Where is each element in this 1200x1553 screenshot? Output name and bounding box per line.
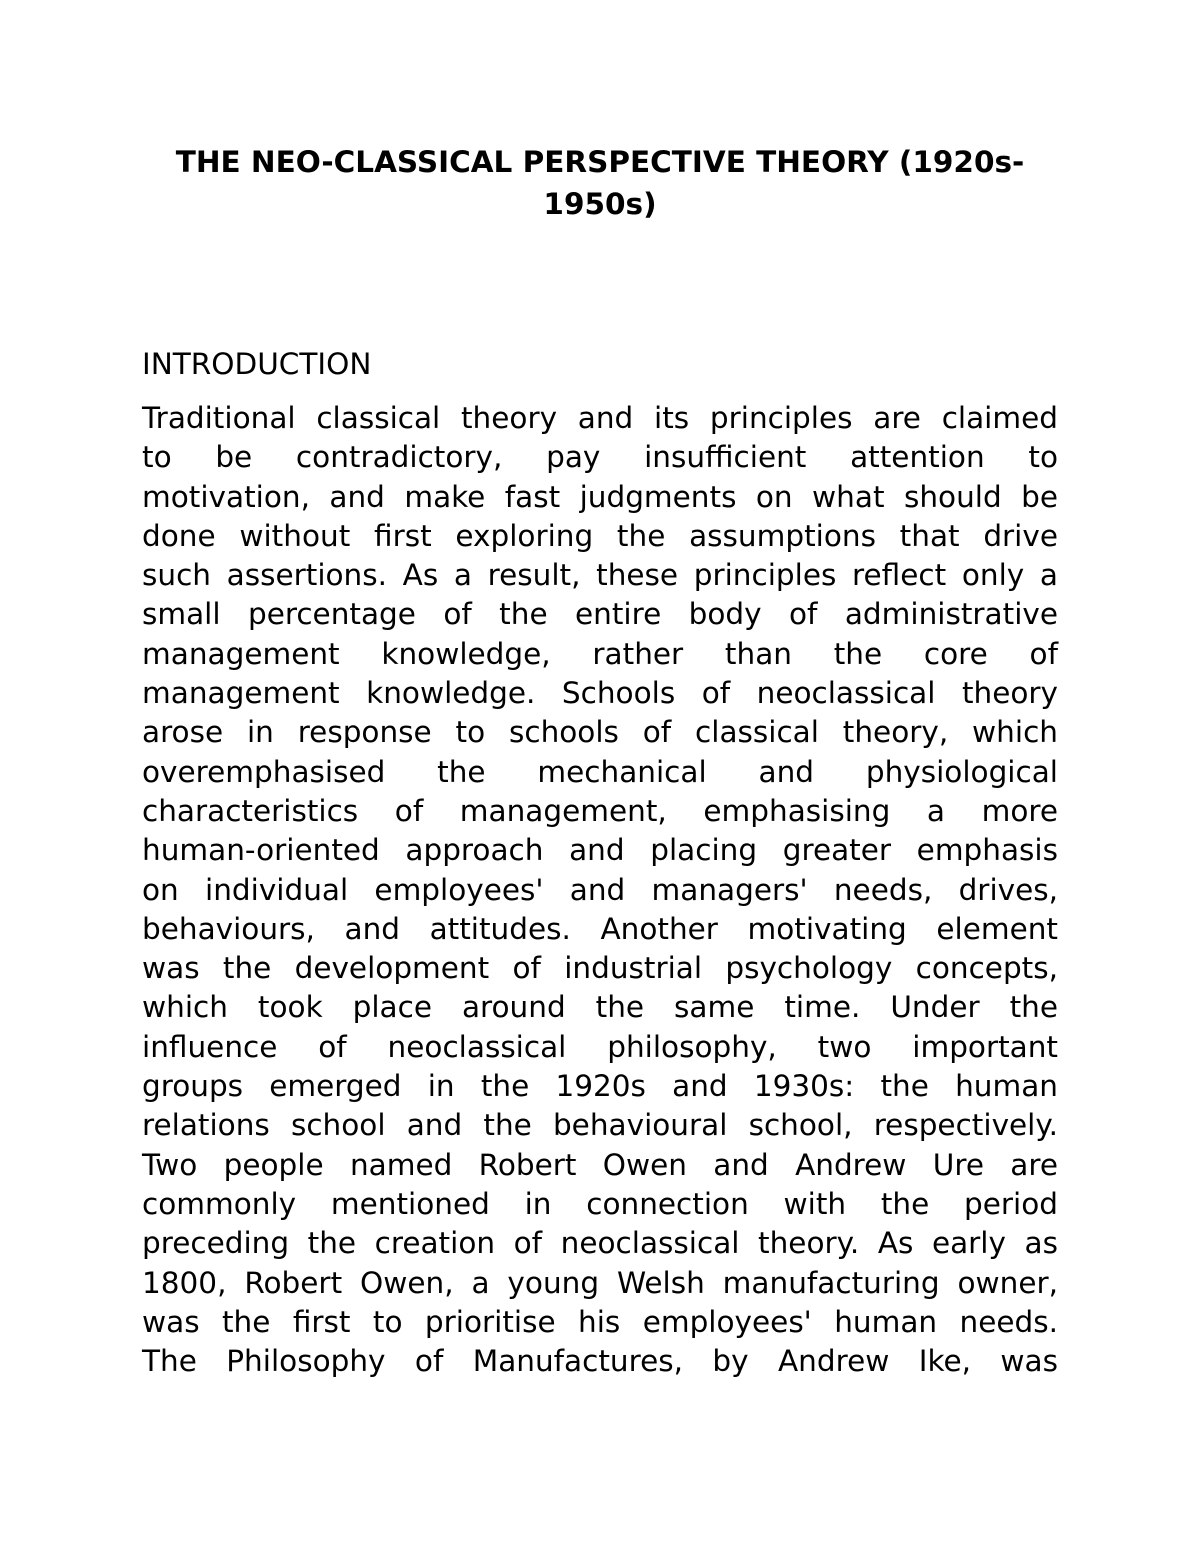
body-line: preceding the creation of neoclassical theory. As early as	[142, 1226, 1058, 1261]
body-line: which took place around the same time. Under the	[142, 990, 1058, 1025]
body-line: influence of neoclassical philosophy, two important	[142, 1029, 1058, 1064]
title-line: 1950s)	[543, 187, 657, 221]
body-line: Two people named Robert Owen and Andrew Ure are	[142, 1147, 1058, 1182]
body-line: was the first to prioritise his employees' human needs.	[142, 1304, 1058, 1339]
body-line: small percentage of the entire body of administrative	[142, 597, 1058, 632]
body-line: on individual employees' and managers' needs, drives,	[142, 872, 1058, 907]
body-line: to be contradictory, pay insufficient attention to	[142, 440, 1058, 475]
body-line: was the development of industrial psychology concepts,	[142, 951, 1058, 986]
body-line: human-oriented approach and placing greater emphasis	[142, 833, 1058, 868]
body-line: behaviours, and attitudes. Another motivating element	[142, 911, 1058, 946]
body-line: groups emerged in the 1920s and 1930s: the human	[142, 1069, 1058, 1104]
body-line: done without first exploring the assumptions that drive	[142, 518, 1058, 553]
body-line: management knowledge. Schools of neoclassical theory	[142, 676, 1058, 711]
body-line: The Philosophy of Manufactures, by Andrew Ike, was	[142, 1344, 1058, 1379]
body-paragraph	[142, 399, 1058, 1381]
body-line: Traditional classical theory and its principles are claimed	[142, 401, 1058, 435]
body-line: management knowledge, rather than the core of	[142, 636, 1058, 671]
body-line: commonly mentioned in connection with the period	[142, 1186, 1058, 1221]
body-line: characteristics of management, emphasising a more	[142, 793, 1058, 828]
title-line: THE NEO-CLASSICAL PERSPECTIVE THEORY (1920s-	[175, 145, 1025, 179]
section-heading-introduction: INTRODUCTION	[142, 347, 372, 381]
body-line: 1800, Robert Owen, a young Welsh manufacturing owner,	[142, 1265, 1058, 1300]
body-line: motivation, and make fast judgments on what should be	[142, 479, 1058, 514]
document-title	[142, 141, 1058, 225]
body-line: arose in response to schools of classical theory, which	[142, 715, 1058, 750]
body-line: relations school and the behavioural school, respectively.	[142, 1108, 1058, 1143]
body-line: such assertions. As a result, these principles reflect only a	[142, 558, 1058, 593]
body-line: overemphasised the mechanical and physiological	[142, 754, 1058, 789]
